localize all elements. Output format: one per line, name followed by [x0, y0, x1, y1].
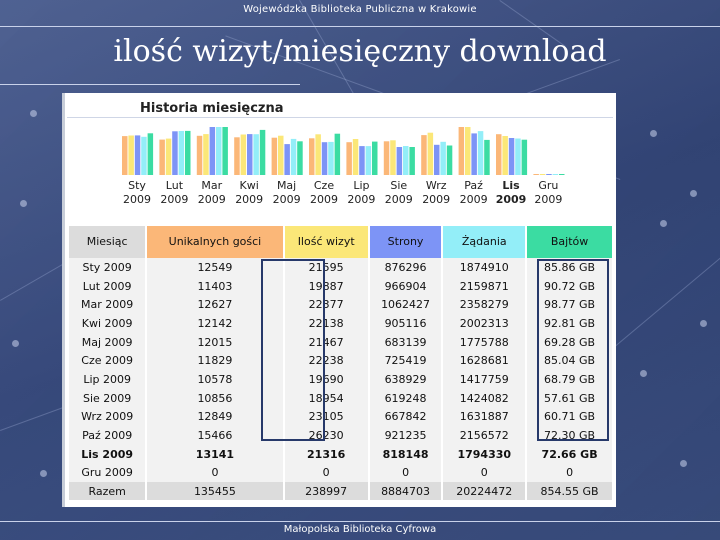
- decor-dot: [690, 190, 697, 197]
- decor-dot: [40, 470, 47, 477]
- chart-bar: [403, 146, 409, 175]
- table-cell-visits: 21316: [285, 445, 368, 464]
- chart-bar: [291, 139, 297, 175]
- table-cell-bytes: 90.72 GB: [527, 277, 612, 296]
- col-header-unique: Unikalnych gości: [147, 226, 282, 258]
- chart-month-label: Cze: [313, 179, 335, 192]
- table-cell-hits: 1417759: [443, 370, 525, 389]
- col-header-month: Miesiąc: [69, 226, 145, 258]
- stats-panel: [65, 93, 616, 507]
- table-cell-visits: 21467: [285, 333, 368, 352]
- col-header-hits: Żądania: [443, 226, 525, 258]
- chart-year-label: 2009: [495, 193, 527, 206]
- table-cell-month: Lut 2009: [69, 277, 145, 296]
- table-cell-hits: 1424082: [443, 389, 525, 408]
- chart-bar: [434, 145, 440, 175]
- table-cell-bytes: 72.30 GB: [527, 426, 612, 445]
- table-row: [69, 426, 612, 445]
- decor-dot: [640, 370, 647, 377]
- chart-bar: [216, 127, 222, 175]
- chart-bar: [203, 134, 209, 175]
- chart-bar: [128, 136, 134, 176]
- chart-bar: [471, 133, 477, 175]
- table-cell-pages: 619248: [370, 389, 442, 408]
- table-cell-pages: 818148: [370, 445, 442, 464]
- decor-dot: [660, 220, 667, 227]
- chart-bar: [278, 136, 284, 175]
- table-cell-unique: 12549: [147, 258, 282, 277]
- table-header-row: [69, 226, 612, 258]
- table-cell-pages: 876296: [370, 258, 442, 277]
- chart-month-label: Kwi: [239, 179, 259, 192]
- chart-bar: [533, 174, 539, 175]
- chart-year-label: 2009: [310, 193, 338, 206]
- slide-header: Wojewódzka Biblioteka Publiczna w Krakowie: [243, 4, 477, 15]
- table-cell-hits: 0: [443, 464, 525, 483]
- table-cell-pages: 683139: [370, 333, 442, 352]
- chart-bar: [322, 142, 328, 175]
- chart-bar: [159, 140, 165, 175]
- slide-footer: Małopolska Biblioteka Cyfrowa: [283, 524, 437, 535]
- stats-title: Historia miesięczna: [140, 101, 284, 116]
- header-rule: [0, 26, 720, 27]
- table-cell-visits: 18954: [285, 389, 368, 408]
- chart-year-label: 2009: [384, 193, 413, 206]
- table-cell-pages: 667842: [370, 408, 442, 427]
- table-cell-hits: 1794330: [443, 445, 525, 464]
- chart-bar: [315, 134, 321, 175]
- table-cell-pages: 905116: [370, 314, 442, 333]
- stats-table: [67, 226, 614, 500]
- table-cell-visits: 23105: [285, 408, 368, 427]
- table-cell-visits: 19887: [285, 277, 368, 296]
- chart-year-label: 2009: [347, 193, 376, 206]
- table-cell-unique: 12627: [147, 295, 282, 314]
- chart-bar: [540, 174, 546, 175]
- chart-bar: [496, 134, 502, 175]
- chart-bar: [428, 133, 434, 175]
- total-cell-month: Razem: [69, 482, 145, 500]
- table-cell-month: Lip 2009: [69, 370, 145, 389]
- table-cell-hits: 2002313: [443, 314, 525, 333]
- chart-bar: [253, 134, 259, 175]
- table-row: [69, 314, 612, 333]
- table-row: [69, 351, 612, 370]
- chart-month-label: Lip: [353, 179, 370, 192]
- col-header-pages: Strony: [370, 226, 442, 258]
- table-cell-month: Paź 2009: [69, 426, 145, 445]
- chart-bar: [440, 142, 446, 175]
- chart-bar: [284, 144, 290, 175]
- table-cell-pages: 966904: [370, 277, 442, 296]
- chart-year-label: 2009: [235, 193, 264, 206]
- chart-bar: [522, 140, 528, 175]
- table-cell-hits: 1874910: [443, 258, 525, 277]
- table-cell-bytes: 68.79 GB: [527, 370, 612, 389]
- chart-month-label: Wrz: [425, 179, 447, 192]
- table-cell-pages: 921235: [370, 426, 442, 445]
- chart-month-label: Paź: [464, 179, 483, 192]
- table-cell-pages: 0: [370, 464, 442, 483]
- table-cell-bytes: 85.04 GB: [527, 351, 612, 370]
- chart-month-label: Maj: [276, 179, 297, 192]
- chart-bar: [359, 146, 365, 175]
- decor-dot: [20, 200, 27, 207]
- chart-bar: [148, 133, 154, 175]
- chart-bar: [166, 139, 172, 175]
- chart-bar: [509, 138, 515, 175]
- chart-year-label: 2009: [197, 193, 226, 206]
- table-cell-unique: 10578: [147, 370, 282, 389]
- table-cell-unique: 12015: [147, 333, 282, 352]
- chart-bar: [141, 137, 147, 175]
- table-row: [69, 408, 612, 427]
- total-cell-pages: 8884703: [370, 482, 442, 500]
- chart-bar: [390, 140, 396, 175]
- chart-month-label: Mar: [201, 179, 223, 192]
- chart-bar: [197, 136, 203, 175]
- table-cell-month: Maj 2009: [69, 333, 145, 352]
- footer-rule: [0, 521, 720, 522]
- bytes-highlight-box: [537, 259, 609, 441]
- chart-bar: [260, 130, 266, 175]
- col-header-visits: Ilość wizyt: [285, 226, 368, 258]
- chart-bar: [465, 127, 471, 175]
- table-row: [69, 464, 612, 483]
- chart-bar: [210, 127, 216, 175]
- chart-bar: [222, 127, 228, 175]
- table-cell-month: Sie 2009: [69, 389, 145, 408]
- chart-bar: [421, 135, 427, 175]
- chart-bar: [135, 135, 141, 175]
- total-cell-unique: 135455: [147, 482, 282, 500]
- table-cell-bytes: 98.77 GB: [527, 295, 612, 314]
- chart-bar: [185, 131, 191, 175]
- chart-bar: [241, 135, 247, 176]
- chart-bar: [459, 127, 465, 175]
- table-cell-bytes: 57.61 GB: [527, 389, 612, 408]
- table-cell-unique: 12142: [147, 314, 282, 333]
- chart-month-label: Gru: [538, 179, 559, 192]
- chart-year-label: 2009: [272, 193, 301, 206]
- table-cell-month: Kwi 2009: [69, 314, 145, 333]
- total-cell-visits: 238997: [285, 482, 368, 500]
- decor-dot: [30, 110, 37, 117]
- chart-bar: [546, 174, 552, 175]
- chart-bar: [328, 142, 334, 175]
- chart-bar: [559, 174, 565, 175]
- chart-bar: [309, 138, 315, 175]
- table-cell-unique: 10856: [147, 389, 282, 408]
- table-cell-unique: 15466: [147, 426, 282, 445]
- chart-year-label: 2009: [459, 193, 488, 206]
- chart-bar: [553, 174, 559, 175]
- decor-dot: [680, 460, 687, 467]
- table-row: [69, 389, 612, 408]
- chart-bar: [335, 134, 341, 175]
- chart-month-label: Lis: [502, 179, 520, 192]
- col-header-bytes: Bajtów: [527, 226, 612, 258]
- table-row: [69, 370, 612, 389]
- chart-bar: [409, 147, 415, 175]
- table-cell-visits: 19690: [285, 370, 368, 389]
- chart-month-label: Lut: [165, 179, 184, 192]
- chart-year-label: 2009: [534, 193, 563, 206]
- chart-bar: [234, 137, 240, 175]
- table-cell-visits: 22238: [285, 351, 368, 370]
- table-cell-hits: 1631887: [443, 408, 525, 427]
- table-cell-hits: 2358279: [443, 295, 525, 314]
- decor-dot: [700, 320, 707, 327]
- chart-bar: [353, 139, 359, 175]
- table-cell-month: Sty 2009: [69, 258, 145, 277]
- monthly-chart: [65, 93, 616, 213]
- table-cell-month: Wrz 2009: [69, 408, 145, 427]
- table-cell-hits: 1775788: [443, 333, 525, 352]
- table-cell-hits: 2159871: [443, 277, 525, 296]
- chart-bar: [122, 136, 128, 175]
- chart-year-label: 2009: [123, 193, 151, 206]
- table-cell-bytes: 85.86 GB: [527, 258, 612, 277]
- table-row: [69, 258, 612, 277]
- chart-month-label: Sty: [128, 179, 146, 192]
- table-cell-hits: 2156572: [443, 426, 525, 445]
- total-cell-bytes: 854.55 GB: [527, 482, 612, 500]
- table-cell-pages: 1062427: [370, 295, 442, 314]
- table-cell-bytes: 69.28 GB: [527, 333, 612, 352]
- chart-bar: [447, 146, 453, 176]
- table-cell-hits: 1628681: [443, 351, 525, 370]
- chart-bar: [478, 131, 484, 175]
- table-cell-bytes: 92.81 GB: [527, 314, 612, 333]
- table-cell-month: Lis 2009: [69, 445, 145, 464]
- chart-bar: [397, 147, 403, 175]
- table-cell-bytes: 72.66 GB: [527, 445, 612, 464]
- chart-bar: [515, 139, 521, 176]
- chart-bar: [366, 146, 372, 175]
- slide-title: ilość wizyt/miesięczny download: [113, 34, 607, 69]
- table-cell-unique: 13141: [147, 445, 282, 464]
- table-cell-visits: 22138: [285, 314, 368, 333]
- table-cell-month: Mar 2009: [69, 295, 145, 314]
- table-cell-visits: 0: [285, 464, 368, 483]
- chart-bar: [372, 142, 378, 175]
- table-cell-pages: 638929: [370, 370, 442, 389]
- chart-bar: [384, 141, 390, 175]
- table-cell-bytes: 60.71 GB: [527, 408, 612, 427]
- table-cell-unique: 11829: [147, 351, 282, 370]
- decor-dot: [650, 130, 657, 137]
- chart-bar: [484, 140, 490, 175]
- chart-bar: [272, 138, 278, 175]
- table-cell-unique: 12849: [147, 408, 282, 427]
- chart-bar: [179, 131, 185, 175]
- decor-dot: [12, 340, 19, 347]
- visits-highlight-box: [261, 259, 325, 441]
- table-cell-unique: 0: [147, 464, 282, 483]
- table-row: [69, 277, 612, 296]
- table-cell-unique: 11403: [147, 277, 282, 296]
- table-cell-month: Cze 2009: [69, 351, 145, 370]
- chart-year-label: 2009: [160, 193, 189, 206]
- chart-bar: [502, 136, 508, 175]
- total-cell-hits: 20224472: [443, 482, 525, 500]
- table-cell-pages: 725419: [370, 351, 442, 370]
- table-row: [69, 295, 612, 314]
- table-cell-visits: 26230: [285, 426, 368, 445]
- chart-bar: [297, 141, 303, 175]
- chart-bar: [247, 134, 253, 175]
- table-row: [69, 445, 612, 464]
- table-row: [69, 333, 612, 352]
- chart-bar: [346, 142, 352, 175]
- table-cell-visits: 22377: [285, 295, 368, 314]
- title-underline: [0, 84, 300, 85]
- chart-month-label: Sie: [390, 179, 408, 192]
- chart-bar: [172, 131, 178, 175]
- table-cell-month: Gru 2009: [69, 464, 145, 483]
- table-cell-visits: 21595: [285, 258, 368, 277]
- chart-year-label: 2009: [422, 193, 451, 206]
- table-total-row: [69, 482, 612, 500]
- table-cell-bytes: 0: [527, 464, 612, 483]
